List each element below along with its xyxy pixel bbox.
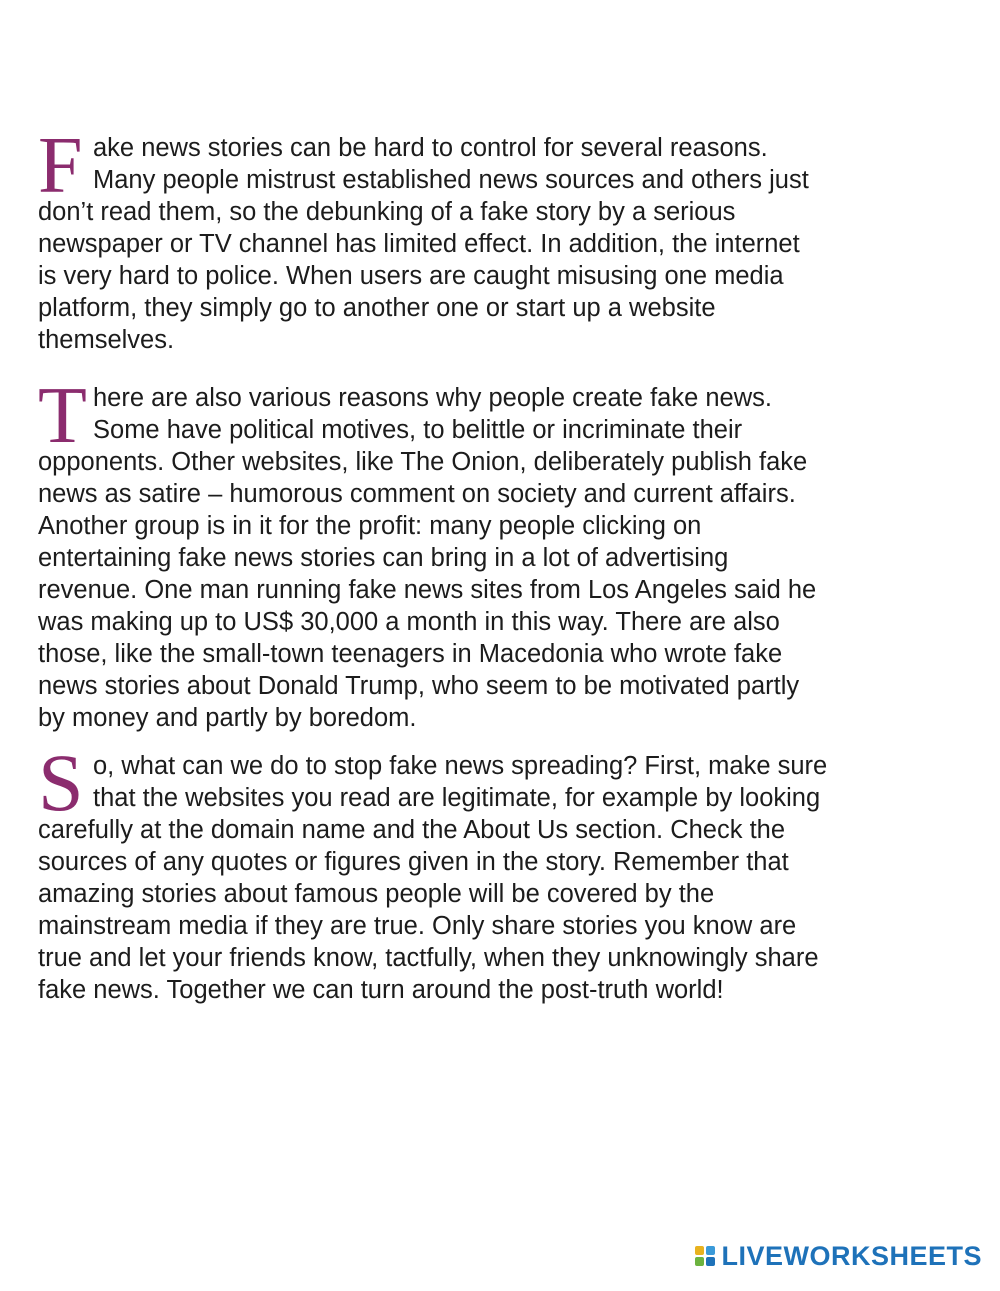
text-line: those, like the small-town teenagers in Macedonia who wrote fake bbox=[38, 640, 783, 668]
text-line: news stories about Donald Trump, who seem to be motivated partly bbox=[38, 672, 800, 700]
text-line: opponents. Other websites, like The Onion, deliberately publish fake bbox=[38, 448, 808, 476]
dropcap-t: T bbox=[38, 372, 87, 460]
text-line: that the websites you read are legitimate, for example by looking bbox=[93, 784, 821, 812]
text-line: true and let your friends know, tactfully, when they unknowingly share bbox=[38, 944, 819, 972]
text-line: here are also various reasons why people create fake news. bbox=[93, 384, 772, 412]
paragraph-3 bbox=[38, 737, 960, 1006]
text-line: don’t read them, so the debunking of a fake story by a serious bbox=[38, 198, 736, 226]
text-line: amazing stories about famous people will be covered by the bbox=[38, 880, 715, 908]
text-line: o, what can we do to stop fake news spreading? First, make sure bbox=[93, 752, 828, 780]
text-line: Some have political motives, to belittle or incriminate their bbox=[93, 416, 743, 444]
text-line: newspaper or TV channel has limited effect. In addition, the internet bbox=[38, 230, 800, 258]
text-line: platform, they simply go to another one or start up a website bbox=[38, 294, 716, 322]
text-line: carefully at the domain name and the About Us section. Check the bbox=[38, 816, 786, 844]
text-line: entertaining fake news stories can bring in a lot of advertising bbox=[38, 544, 729, 572]
text-line: Another group is in it for the profit: many people clicking on bbox=[38, 512, 702, 540]
text-line: themselves. bbox=[38, 326, 175, 354]
text-line: was making up to US$ 30,000 a month in this way. There are also bbox=[38, 608, 780, 636]
logo-square-3 bbox=[695, 1257, 704, 1266]
text-line: fake news. Together we can turn around the post-truth world! bbox=[38, 976, 724, 1004]
dropcap-s: S bbox=[38, 737, 84, 828]
text-line: mainstream media if they are true. Only share stories you know are bbox=[38, 912, 797, 940]
text-line: revenue. One man running fake news sites from Los Angeles said he bbox=[38, 576, 817, 604]
liveworksheets-logo-icon bbox=[695, 1246, 715, 1266]
text-line: Many people mistrust established news sources and others just bbox=[93, 166, 809, 194]
liveworksheets-logo[interactable] bbox=[695, 1239, 982, 1273]
text-line: news as satire – humorous comment on society and current affairs. bbox=[38, 480, 796, 508]
text-line: by money and partly by boredom. bbox=[38, 704, 417, 732]
logo-square-1 bbox=[695, 1246, 704, 1255]
paragraph-1 bbox=[38, 122, 960, 356]
text-line: ake news stories can be hard to control for several reasons. bbox=[93, 134, 768, 162]
logo-text: LIVEWORKSHEETS bbox=[721, 1240, 982, 1271]
text-line: is very hard to police. When users are caught misusing one media bbox=[38, 262, 784, 290]
paragraph-2 bbox=[38, 372, 960, 734]
logo-square-4 bbox=[706, 1257, 715, 1266]
text-line: sources of any quotes or figures given in the story. Remember that bbox=[38, 848, 789, 876]
dropcap-f: F bbox=[38, 122, 83, 210]
logo-square-2 bbox=[706, 1246, 715, 1255]
